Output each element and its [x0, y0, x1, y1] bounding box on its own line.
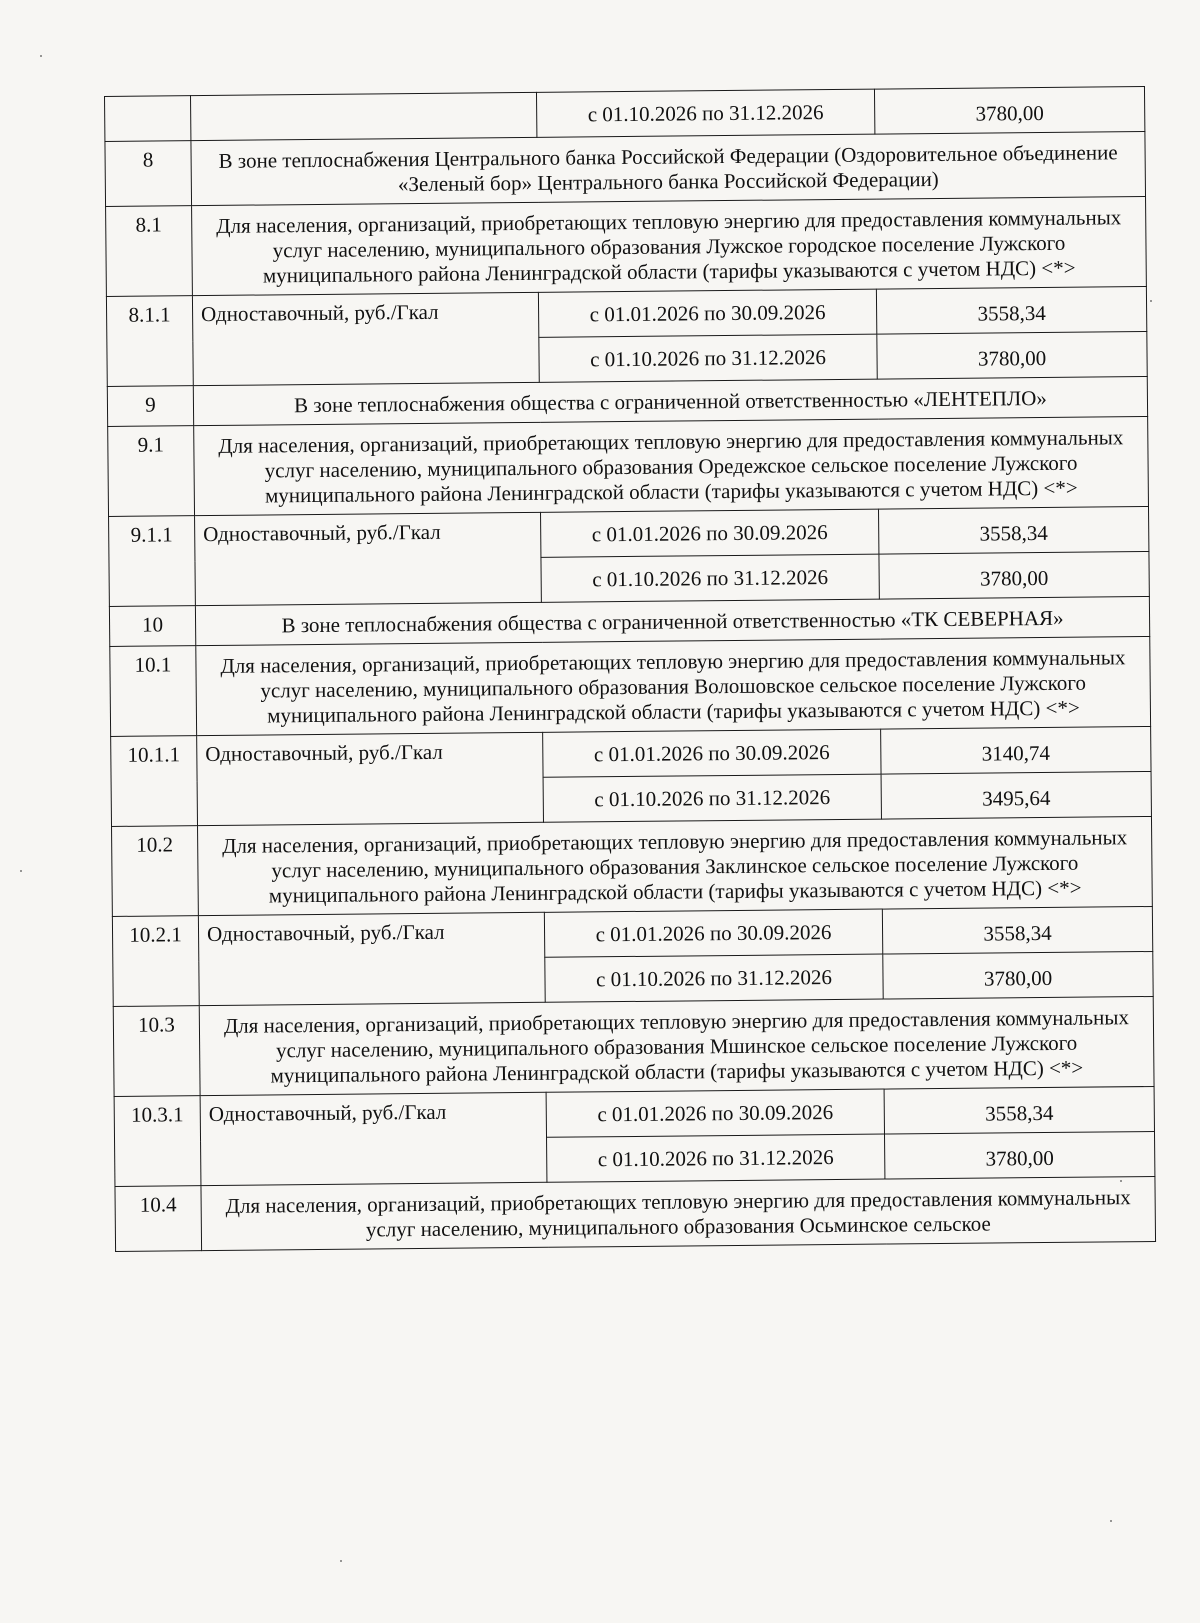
section-heading-cell: Для населения, организаций, приобретающих тепловую энергию для предоставления коммунальных услуг населению, муниципального образования Заклинское сельское поселение Лужского муниципального района Ленинградской области (тарифы указываются с учетом НДС) <*>	[198, 816, 1153, 915]
tariff-type-cell: Одноставочный, руб./Гкал	[198, 912, 545, 1005]
tariff-value-cell: 3140,74	[881, 726, 1151, 774]
scan-speck	[1120, 1180, 1122, 1182]
section-row	[108, 416, 1149, 516]
row-number-cell: 8	[105, 141, 192, 207]
tariff-value-cell: 3780,00	[885, 1131, 1155, 1179]
section-row	[113, 996, 1154, 1096]
tariff-value-cell: 3558,34	[884, 1086, 1154, 1134]
section-heading-cell: Для населения, организаций, приобретающих тепловую энергию для предоставления коммунальных услуг населению, муниципального образования Оредежское сельское поселение Лужского муниципального района Ленинградской области (тарифы указываются с учетом НДС) <*>	[194, 416, 1149, 515]
period-cell: с 01.10.2026 по 31.12.2026	[536, 89, 874, 137]
section-heading-cell: Для населения, организаций, приобретающих тепловую энергию для предоставления коммунальных услуг населению, муниципального образования Осьминское сельское	[201, 1176, 1156, 1250]
period-cell: с 01.10.2026 по 31.12.2026	[541, 554, 879, 602]
section-heading-cell: Для населения, организаций, приобретающих тепловую энергию для предоставления коммунальных услуг населению, муниципального образования Мшинское сельское поселение Лужского муниципального района Ленинградской области (тарифы указываются с учетом НДС) <*>	[199, 996, 1154, 1095]
period-cell: с 01.01.2026 по 30.09.2026	[543, 729, 881, 777]
document-page	[104, 86, 1155, 1252]
tariff-type-cell: Одноставочный, руб./Гкал	[200, 1092, 547, 1185]
section-row	[106, 197, 1147, 297]
row-number-cell: 10.2	[112, 826, 199, 917]
row-number-cell: 10	[109, 606, 195, 647]
scan-speck	[40, 55, 42, 57]
row-number-cell: 9	[107, 386, 193, 427]
row-number-cell: 10.3.1	[114, 1096, 201, 1187]
row-number-cell: 10.2.1	[112, 916, 199, 1007]
section-row	[112, 816, 1153, 916]
period-cell: с 01.01.2026 по 30.09.2026	[546, 1089, 884, 1137]
tariff-table-body	[105, 87, 1156, 1252]
tariff-type-cell: Одноставочный, руб./Гкал	[192, 292, 539, 385]
tariff-value-cell: 3780,00	[874, 87, 1144, 135]
period-cell: с 01.01.2026 по 30.09.2026	[541, 509, 879, 557]
tariff-value-cell: 3558,34	[882, 906, 1152, 954]
scan-speck	[1110, 1520, 1112, 1522]
tariff-value-cell: 3495,64	[881, 771, 1151, 819]
section-heading-cell: Для населения, организаций, приобретающих тепловую энергию для предоставления коммунальных услуг населению, муниципального образования Волошовское сельское поселение Лужского муниципального района Ленинградской области (тарифы указываются с учетом НДС) <*>	[196, 636, 1151, 735]
scan-speck	[1150, 300, 1152, 302]
tariff-value-cell: 3780,00	[877, 332, 1147, 380]
tariff-type-cell: Одноставочный, руб./Гкал	[195, 512, 542, 605]
section-heading-cell: В зоне теплоснабжения общества с ограниченной ответственностью «ЛЕНТЕПЛО»	[193, 376, 1147, 425]
period-cell: с 01.10.2026 по 31.12.2026	[543, 774, 881, 822]
row-number-cell: 10.1	[110, 646, 197, 737]
row-number-cell: 9.1.1	[109, 516, 196, 607]
scan-speck	[340, 1560, 342, 1562]
period-cell: с 01.10.2026 по 31.12.2026	[539, 334, 877, 382]
tariff-type-cell: Одноставочный, руб./Гкал	[197, 732, 544, 825]
scan-speck	[20, 870, 22, 872]
period-cell: с 01.10.2026 по 31.12.2026	[545, 954, 883, 1002]
tariff-type-cell	[191, 92, 537, 140]
period-cell: с 01.10.2026 по 31.12.2026	[547, 1134, 885, 1182]
period-cell: с 01.01.2026 по 30.09.2026	[538, 289, 876, 337]
row-number-cell	[105, 96, 191, 142]
section-heading-cell: Для населения, организаций, приобретающих тепловую энергию для предоставления коммунальных услуг населению, муниципального образования Лужское городское поселение Лужского муниципального района Ленинградской области (тарифы указываются с учетом НДС) <*>	[192, 197, 1147, 296]
row-number-cell: 9.1	[108, 426, 195, 517]
section-row	[110, 636, 1151, 736]
row-number-cell: 10.3	[113, 1006, 200, 1097]
section-row	[105, 132, 1146, 207]
row-number-cell: 8.1	[106, 206, 193, 297]
tariff-value-cell: 3558,34	[876, 287, 1146, 335]
row-number-cell: 8.1.1	[106, 296, 193, 387]
section-heading-cell: В зоне теплоснабжения Центрального банка Российской Федерации (Оздоровительное объединение «Зеленый бор» Центрального банка Российской Федерации)	[191, 132, 1146, 206]
tariff-value-cell: 3558,34	[879, 506, 1149, 554]
period-cell: с 01.01.2026 по 30.09.2026	[544, 909, 882, 957]
section-row	[115, 1176, 1156, 1251]
tariff-value-cell: 3780,00	[879, 551, 1149, 599]
row-number-cell: 10.4	[115, 1186, 202, 1252]
tariff-value-cell: 3780,00	[883, 951, 1153, 999]
row-number-cell: 10.1.1	[111, 736, 198, 827]
section-heading-cell: В зоне теплоснабжения общества с ограниченной ответственностью «ТК СЕВЕРНАЯ»	[195, 596, 1149, 645]
tariff-table	[104, 86, 1156, 1252]
